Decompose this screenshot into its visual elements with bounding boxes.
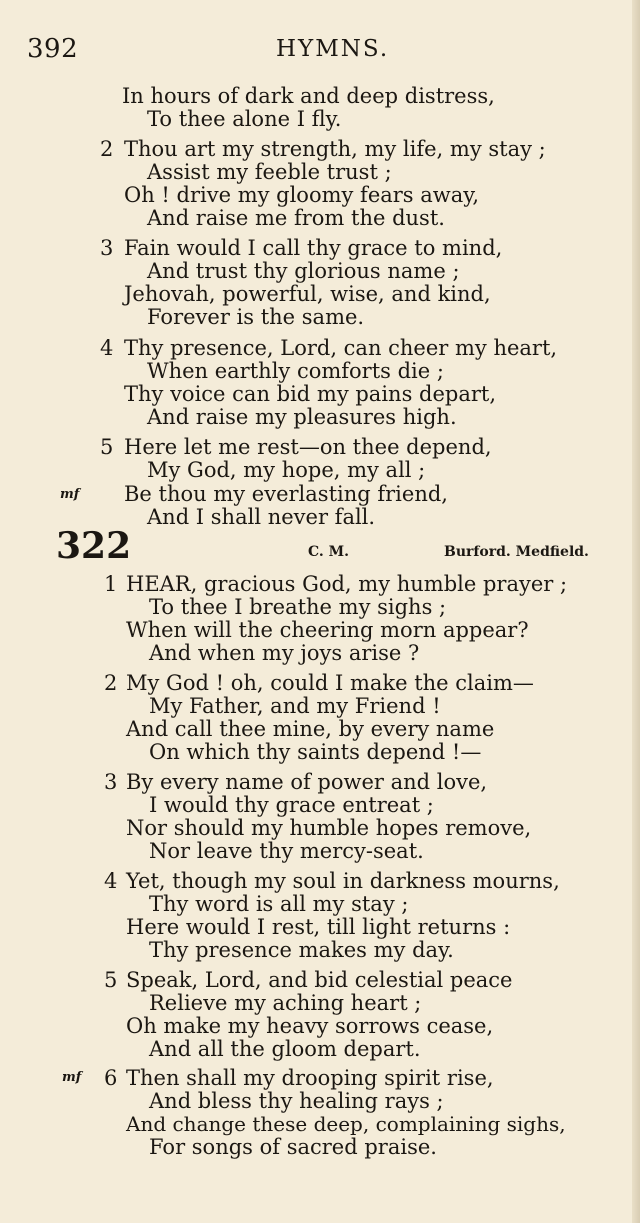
verse-number: 2 [100, 137, 114, 161]
hymn-line: And I shall never fall. [147, 505, 376, 529]
hymn-line: Thou art my strength, my life, my stay ; [124, 137, 546, 161]
verse-number: 6 [104, 1066, 118, 1090]
hymn-line: Fain would I call thy grace to mind, [124, 236, 503, 260]
page-edge [632, 0, 640, 1223]
verse-number: 4 [104, 869, 118, 893]
hymn-line: Assist my feeble trust ; [147, 160, 392, 184]
hymn-line: Oh make my heavy sorrows cease, [126, 1014, 494, 1038]
verse-number: 2 [104, 671, 118, 695]
hymn-line: Nor should my humble hopes remove, [126, 816, 532, 840]
verse-number: 1 [104, 572, 118, 596]
hymn-line: Here let me rest—on thee depend, [124, 435, 492, 459]
hymn-line: Speak, Lord, and bid celestial peace [126, 968, 513, 992]
verse-number: 5 [100, 435, 114, 459]
verse-number: 5 [104, 968, 118, 992]
hymn-number: 322 [56, 525, 132, 567]
hymn-line: And when my joys arise ? [149, 641, 420, 665]
hymn-meter: C. M. [308, 544, 350, 560]
hymn-line: Nor leave thy mercy-seat. [149, 839, 424, 863]
page-header [0, 30, 640, 70]
hymn-line: Here would I rest, till light returns : [126, 915, 511, 939]
hymn-line: My God, my hope, my all ; [147, 458, 426, 482]
hymn-line: By every name of power and love, [126, 770, 488, 794]
hymn-line: And raise my pleasures high. [147, 405, 457, 429]
hymn-line: To thee I breathe my sighs ; [149, 595, 447, 619]
hymn-line: On which thy saints depend !— [149, 740, 482, 764]
hymn-line: Thy presence, Lord, can cheer my heart, [124, 336, 558, 360]
hymn-line: And all the gloom depart. [149, 1037, 421, 1061]
hymn-line: And raise me from the dust. [147, 206, 445, 230]
hymn-line: And trust thy glorious name ; [147, 259, 460, 283]
hymn-line: In hours of dark and deep distress, [122, 84, 495, 108]
hymn-line: And bless thy healing rays ; [149, 1089, 444, 1113]
hymn-line: Thy word is all my stay ; [149, 892, 409, 916]
hymn-line: Forever is the same. [147, 305, 365, 329]
dynamic-mark: mf [62, 1070, 82, 1085]
hymn-line: My God ! oh, could I make the claim— [126, 671, 534, 695]
hymn-line: My Father, and my Friend ! [149, 694, 441, 718]
hymn-line: And call thee mine, by every name [126, 717, 495, 741]
verse-number: 3 [100, 236, 114, 260]
hymn-line: Thy voice can bid my pains depart, [124, 382, 497, 406]
hymn-line: Then shall my drooping spirit rise, [126, 1066, 494, 1090]
dynamic-mark: mf [60, 487, 80, 502]
hymn-tunes: Burford. Medfield. [444, 544, 589, 560]
hymn-line: Be thou my everlasting friend, [124, 482, 448, 506]
hymn-line: HEAR, gracious God, my humble prayer ; [126, 572, 568, 596]
hymn-line: Relieve my aching heart ; [149, 991, 422, 1015]
hymn-line: I would thy grace entreat ; [149, 793, 434, 817]
page-number: 392 [27, 34, 79, 64]
hymn-line: Thy presence makes my day. [149, 938, 454, 962]
running-title: HYMNS. [276, 36, 390, 62]
hymn-line: When earthly comforts die ; [147, 359, 444, 383]
hymn-line: When will the cheering morn appear? [126, 618, 529, 642]
hymn-line: Jehovah, powerful, wise, and kind, [124, 282, 491, 306]
hymn-line: For songs of sacred praise. [149, 1135, 437, 1159]
hymn-line: Yet, though my soul in darkness mourns, [126, 869, 560, 893]
verse-number: 4 [100, 336, 114, 360]
hymn-line: To thee alone I fly. [147, 107, 342, 131]
hymn-line: And change these deep, complaining sighs, [126, 1112, 566, 1136]
hymn-line: Oh ! drive my gloomy fears away, [124, 183, 480, 207]
verse-number: 3 [104, 770, 118, 794]
